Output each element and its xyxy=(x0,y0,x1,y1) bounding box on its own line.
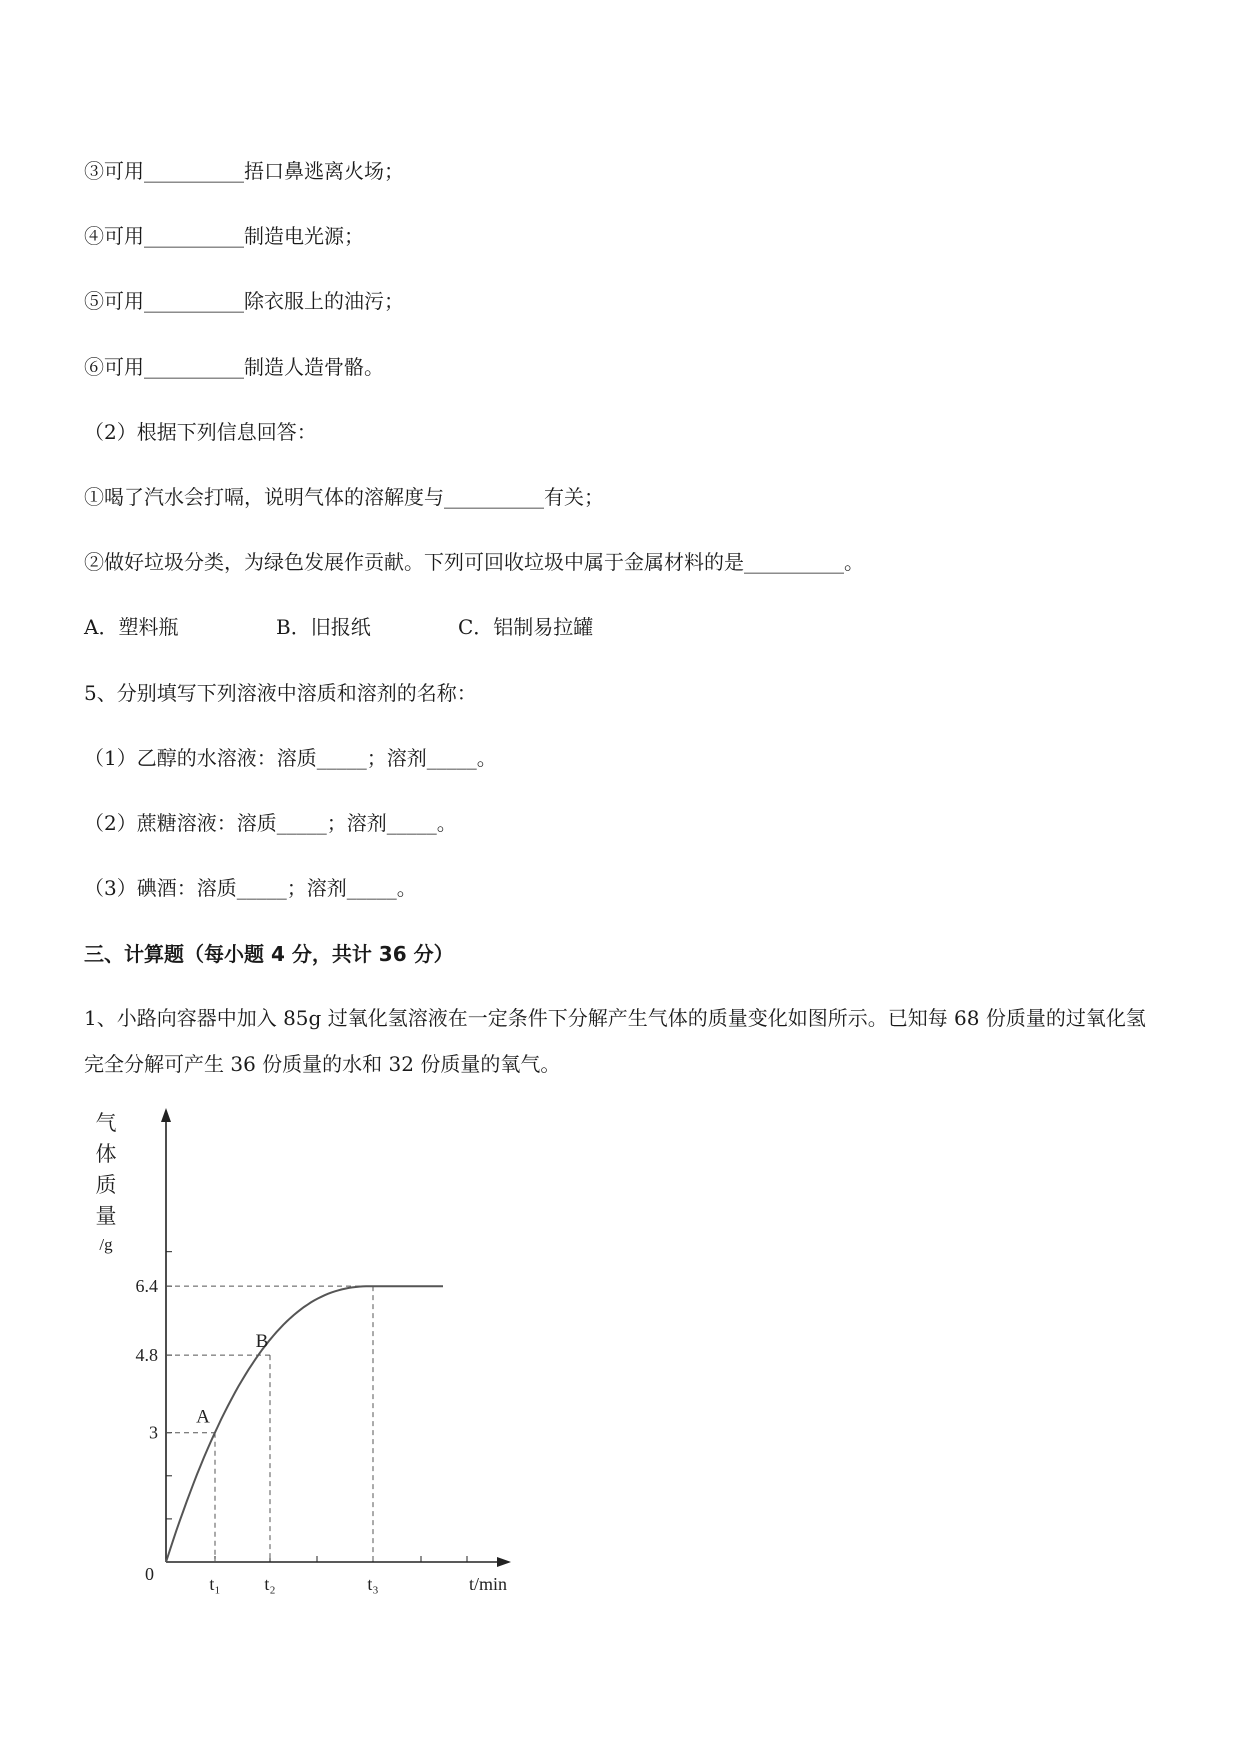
y-axis-label-char: 气 xyxy=(95,1111,117,1135)
recycling-question: ②做好垃圾分类，为绿色发展作贡献。下列可回收垃圾中属于金属材料的是__________。 xyxy=(84,550,864,574)
question-5-part-2: （2）蔗糖溶液：溶质_____；溶剂_____。 xyxy=(84,811,457,835)
problem-1-text: 1、小路向容器中加入 85g 过氧化氢溶液在一定条件下分解产生气体的质量变化如图所示。已知每 68 份质量的过氧化氢完全分解可产生 36 份质量的水和 32 份质量的氧气。 xyxy=(84,1006,1146,1076)
x-tick-label: t₂ xyxy=(264,1574,276,1594)
option-b: B．旧报纸 xyxy=(276,615,371,639)
x-axis-arrow xyxy=(497,1557,511,1567)
x-tick-label: t₁ xyxy=(209,1574,221,1594)
x-axis-label: t/min xyxy=(468,1574,508,1594)
option-c: C．铝制易拉罐 xyxy=(458,615,594,639)
question-5-part-3: （3）碘酒：溶质_____；溶剂_____。 xyxy=(84,876,417,900)
gas-mass-chart xyxy=(84,1100,524,1600)
y-tick-label: 6.4 xyxy=(135,1276,158,1297)
option-a: A．塑料瓶 xyxy=(84,615,179,639)
y-axis-arrow xyxy=(161,1108,171,1122)
origin-label: 0 xyxy=(145,1564,154,1584)
y-tick-label: 3 xyxy=(149,1422,158,1443)
y-axis-label-char: 体 xyxy=(95,1142,117,1166)
question-5: 5、分别填写下列溶液中溶质和溶剂的名称： xyxy=(84,681,477,705)
point-label-a: A xyxy=(196,1406,210,1428)
blank-line-5: ⑤可用__________除衣服上的油污； xyxy=(84,289,404,313)
y-axis-label-char: 量 xyxy=(95,1204,117,1228)
blank-line-6: ⑥可用__________制造人造骨骼。 xyxy=(84,355,384,379)
y-tick-label: 4.8 xyxy=(135,1345,158,1366)
blank-line-4: ④可用__________制造电光源； xyxy=(84,224,364,248)
section-heading: 三、计算题（每小题 4 分，共计 36 分） xyxy=(84,942,454,966)
x-tick-label: t₃ xyxy=(367,1574,379,1594)
y-axis-unit: /g xyxy=(99,1235,113,1254)
point-label-b: B xyxy=(255,1331,269,1353)
y-axis-label-char: 质 xyxy=(95,1173,117,1197)
subquestion-2-heading: （2）根据下列信息回答： xyxy=(84,420,317,444)
soda-question: ①喝了汽水会打嗝，说明气体的溶解度与__________有关； xyxy=(84,485,604,509)
blank-line-3: ③可用__________捂口鼻逃离火场； xyxy=(84,159,404,183)
question-5-part-1: （1）乙醇的水溶液：溶质_____；溶剂_____。 xyxy=(84,746,497,770)
